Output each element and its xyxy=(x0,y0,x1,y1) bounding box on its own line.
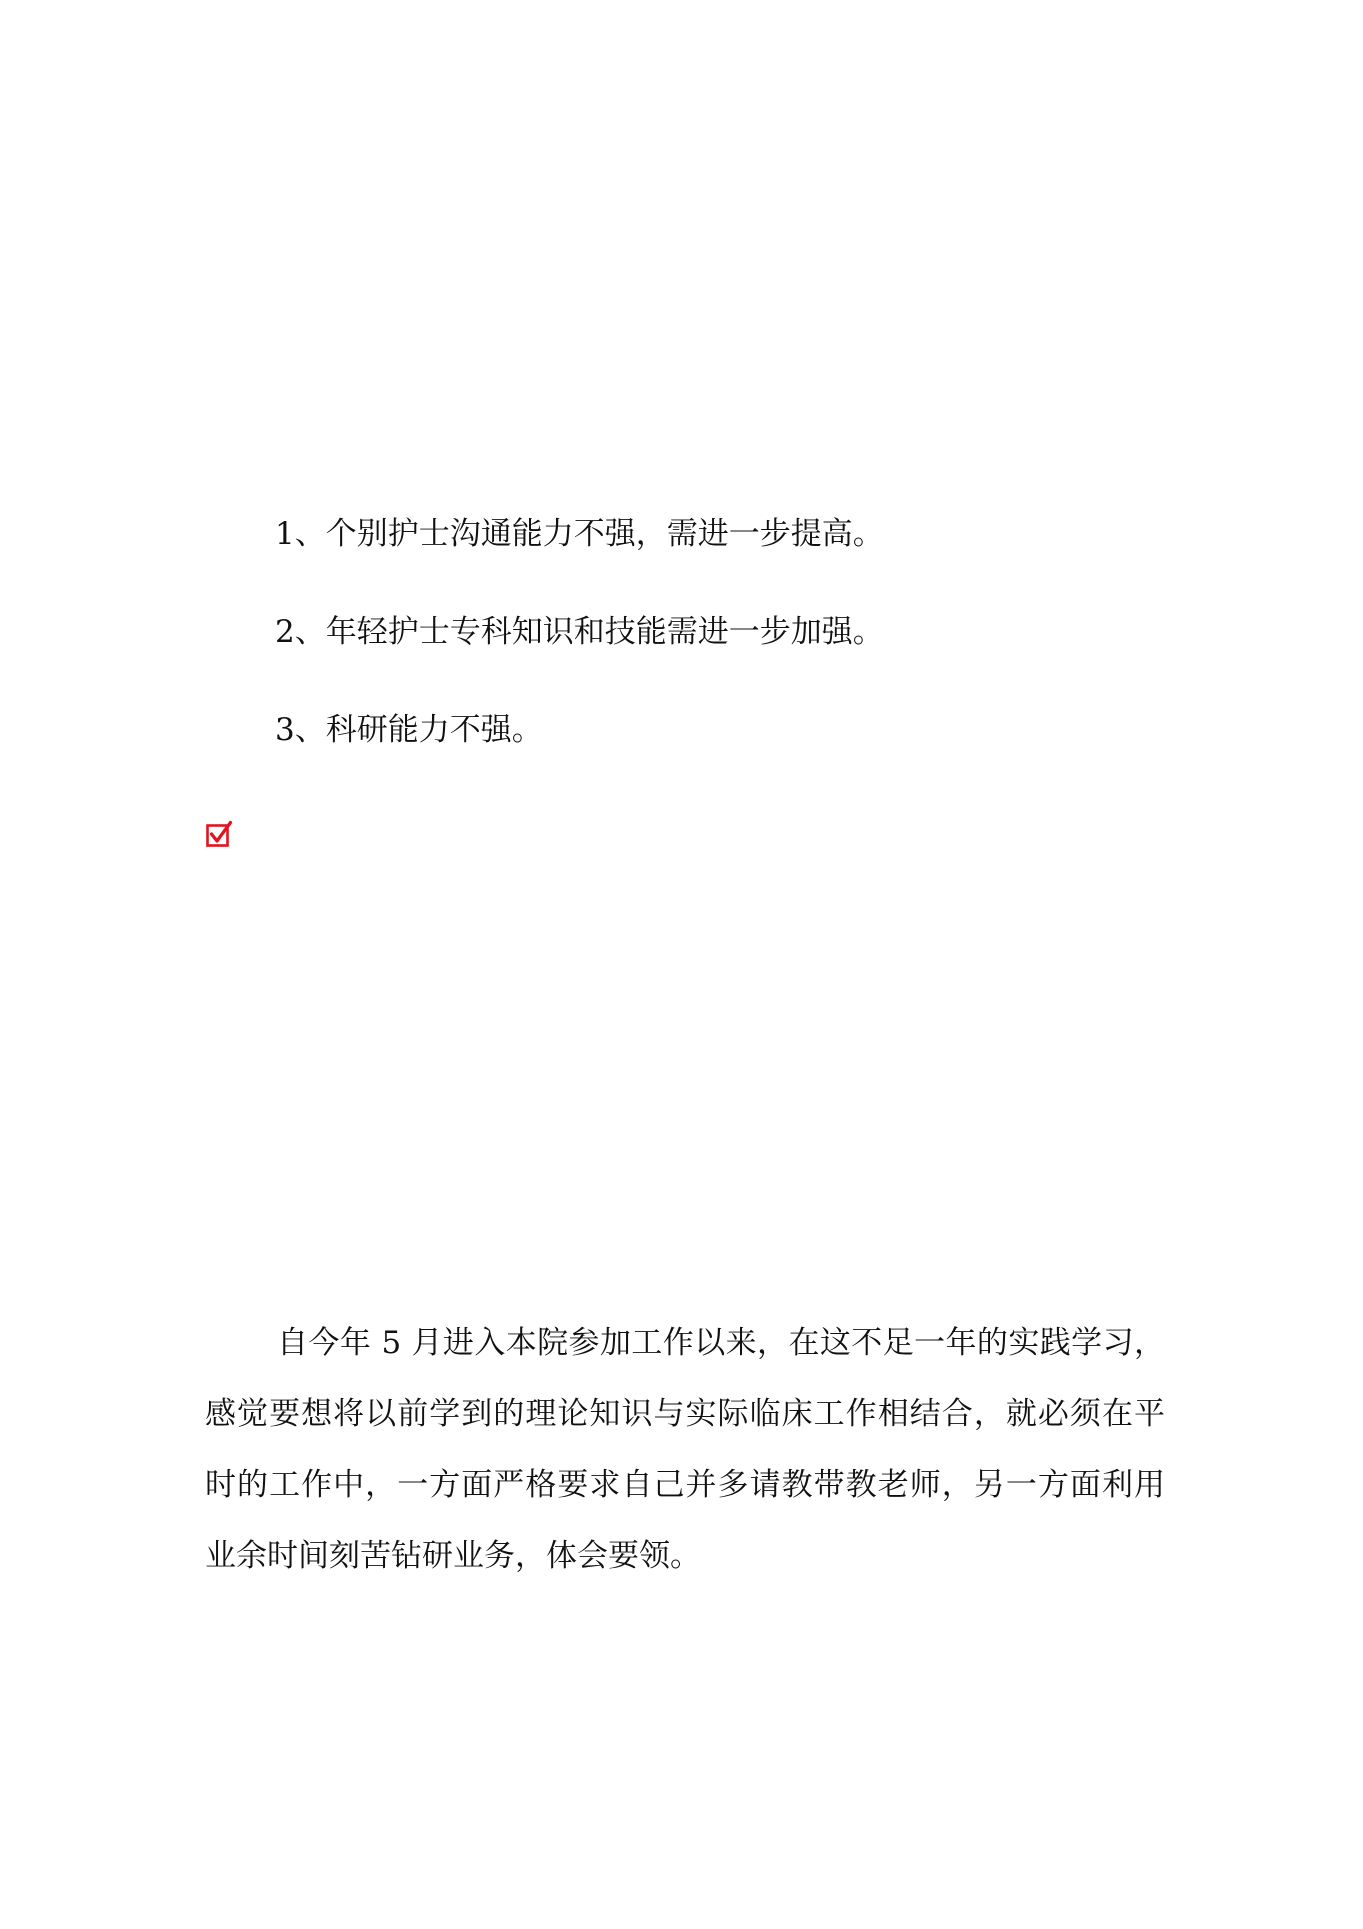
issue-item-3: 3、科研能力不强。 xyxy=(275,712,543,748)
issue-item-1: 1、个别护士沟通能力不强，需进一步提高。 xyxy=(275,516,884,552)
checked-box-icon xyxy=(205,820,233,848)
issue-item-2: 2、年轻护士专科知识和技能需进一步加强。 xyxy=(275,614,884,650)
body-paragraph: 自今年 5 月进入本院参加工作以来，在这不足一年的实践学习，感觉要想将以前学到的理论知识与实际临床工作相结合，就必须在平时的工作中，一方面严格要求自己并多请教带教老师，另一方面利用业余时间刻苦钻研业务，体会要领。 xyxy=(205,1325,1165,1574)
